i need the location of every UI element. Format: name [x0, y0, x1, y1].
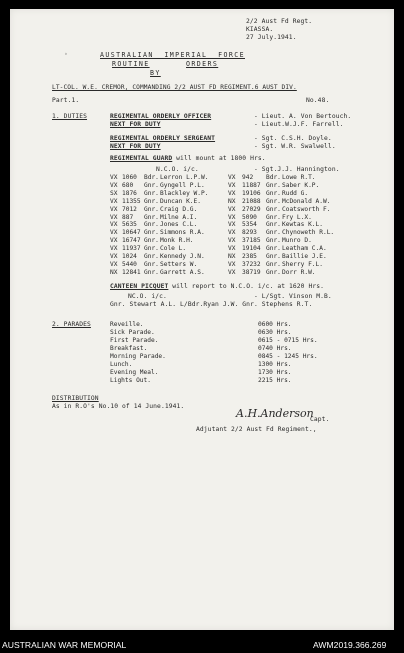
picquet-label: CANTEEN PICQUET [110, 283, 169, 290]
guard-roster-row [10, 206, 394, 214]
roster-l-rank: Gnr. [144, 181, 159, 189]
parade-row [10, 361, 394, 369]
guard-rest: will mount at 1800 Hrs. [172, 155, 266, 162]
footer-institution: AUSTRALIAN WAR MEMORIAL [2, 640, 127, 650]
guard-roster-row [10, 245, 394, 253]
title-aif: AUSTRALIAN IMPERIAL FORCE [100, 51, 245, 59]
roster-l-name: Blackley W.P. [160, 189, 209, 197]
orderly-sergeant-value: - Sgt. C.S.H. Doyle. [254, 135, 332, 142]
roster-r-name: Saber K.P. [282, 181, 320, 189]
roster-l-rank: Gnr. [144, 205, 159, 213]
guard-roster-row [10, 261, 394, 269]
roster-r-rank: Gnr. [266, 221, 281, 229]
parade-name: Reveille. [110, 321, 144, 328]
roster-l-no: 5440 [122, 260, 137, 268]
roster-r-rank: Gnr. [266, 237, 281, 245]
duties-heading: 1. DUTIES [52, 113, 88, 120]
roster-r-name: Rudd G. [282, 189, 309, 197]
roster-l-rank: Gnr. [144, 268, 159, 276]
parade-row [10, 337, 394, 345]
roster-l-state: VX [110, 174, 118, 181]
guard-nco-value: - Sgt.J.J. Hannington. [254, 166, 340, 173]
parade-time: 0740 Hrs. [258, 345, 292, 352]
parade-row [10, 353, 394, 361]
picquet-line [110, 283, 324, 290]
guard-label: REGIMENTAL GUARD [110, 155, 173, 162]
picquet-nco-value: - L/Sgt. Vinson M.B. [254, 293, 332, 300]
roster-l-state: VX [110, 253, 118, 260]
roster-r-no: 38719 [242, 268, 261, 276]
orderly-sergeant-label: REGIMENTAL ORDERLY SERGEANT [110, 135, 216, 142]
distribution-heading: DISTRIBUTION [52, 395, 99, 402]
roster-l-state: VX [110, 197, 118, 205]
roster-l-rank: Bdr. [144, 174, 159, 181]
roster-l-no: 11937 [122, 245, 141, 253]
parade-row [10, 369, 394, 377]
roster-r-name: Fry L.X. [282, 213, 312, 221]
roster-r-name: Kewtas K.L. [282, 221, 323, 229]
roster-r-no: 27029 [242, 205, 261, 213]
roster-l-state: VX [110, 237, 118, 245]
roster-r-no: 21088 [242, 197, 261, 205]
roster-r-no: 5354 [242, 221, 257, 229]
roster-l-state: VX [110, 205, 118, 213]
parade-time: 0630 Hrs. [258, 329, 292, 336]
parade-name: Sick Parade. [110, 329, 155, 336]
guard-nco-label: N.C.O. i/c. [156, 166, 199, 173]
roster-l-no: 5635 [122, 221, 137, 229]
distribution-text: As in R.O's No.10 of 14 June.1941. [52, 403, 185, 410]
roster-r-name: Coatsworth F. [282, 205, 331, 213]
parade-name: Morning Parade. [110, 353, 166, 360]
roster-l-no: 10647 [122, 229, 141, 237]
roster-r-name: Sherry F.L. [282, 260, 323, 268]
roster-r-name: Lowe R.T. [282, 174, 316, 181]
parade-row [10, 345, 394, 353]
roster-l-rank: Gnr. [144, 213, 159, 221]
roster-r-no: 2385 [242, 253, 257, 260]
roster-r-no: 19104 [242, 245, 261, 253]
roster-r-state: VX [228, 268, 236, 276]
roster-l-name: Cole L. [160, 245, 187, 253]
parade-name: Lunch. [110, 361, 133, 368]
roster-r-no: 37232 [242, 260, 261, 268]
orderly-officer-value: - Lieut. A. Von Bertouch. [254, 113, 352, 120]
roster-l-state: VX [110, 181, 118, 189]
parade-name: Lights Out. [110, 377, 151, 384]
roster-r-name: McDonald A.W. [282, 197, 331, 205]
roster-r-state: VX [228, 245, 236, 253]
roster-l-state: SX [110, 189, 118, 197]
roster-r-no: 8293 [242, 229, 257, 237]
roster-l-rank: Gnr. [144, 229, 159, 237]
roster-l-no: 7012 [122, 205, 137, 213]
parade-row [10, 377, 394, 385]
roster-l-name: Gyngell P.L. [160, 181, 205, 189]
footer-accession-number: AWM2019.366.269 [313, 640, 387, 650]
roster-l-no: 12841 [122, 268, 141, 276]
roster-l-state: VX [110, 245, 118, 253]
roster-r-state: VX [228, 205, 236, 213]
roster-l-name: Setters W. [160, 260, 198, 268]
roster-r-no: 19106 [242, 189, 261, 197]
parade-name: Breakfast. [110, 345, 148, 352]
orders-number: No.48. [306, 97, 330, 104]
archive-footer [0, 636, 404, 653]
parade-time: 0845 - 1245 Hrs. [258, 353, 318, 360]
roster-r-rank: Gnr. [266, 197, 281, 205]
guard-roster-row [10, 253, 394, 261]
roster-l-name: Lerron L.P.W. [160, 174, 209, 181]
parade-time: 2215 Hrs. [258, 377, 292, 384]
regiment-line: 2/2 Aust Fd Regt. [246, 18, 313, 25]
roster-l-name: Craig D.G. [160, 205, 198, 213]
parade-name: Evening Meal. [110, 369, 159, 376]
roster-r-name: Leatham C.A. [282, 245, 327, 253]
roster-r-name: Dorr R.W. [282, 268, 316, 276]
roster-l-rank: Gnr. [144, 189, 159, 197]
roster-r-rank: Gnr. [266, 260, 281, 268]
title-routine: ROUTINE [112, 60, 150, 68]
roster-l-state: VX [110, 229, 118, 237]
roster-r-rank: Bdr. [266, 174, 281, 181]
roster-l-name: Simmons R.A. [160, 229, 205, 237]
commander-line: LT-COL. W.E. CREMOR, COMMANDING 2/2 AUST FD REGIMENT.6 AUST DIV. [52, 84, 297, 91]
roster-r-state: VX [228, 213, 236, 221]
guard-line [110, 155, 266, 162]
parade-name: First Parade. [110, 337, 159, 344]
roster-r-rank: Gnr. [266, 205, 281, 213]
roster-r-no: 5090 [242, 213, 257, 221]
guard-roster-row [10, 214, 394, 222]
roster-l-no: 1876 [122, 189, 137, 197]
parades-heading: 2. PARADES [52, 321, 91, 328]
roster-l-name: Milne A.I. [160, 213, 198, 221]
roster-l-name: Garrett A.S. [160, 268, 205, 276]
roster-r-state: NX [228, 197, 236, 205]
roster-r-name: Chynoweth R.L. [282, 229, 335, 237]
roster-l-rank: Gnr. [144, 260, 159, 268]
roster-l-no: 887 [122, 213, 134, 221]
roster-r-rank: Gnr. [266, 213, 281, 221]
part-number: Part.1. [52, 97, 80, 104]
roster-r-no: 11887 [242, 181, 261, 189]
roster-l-rank: Gnr. [144, 197, 159, 205]
roster-l-rank: Gnr. [144, 253, 159, 260]
roster-l-rank: Gnr. [144, 237, 159, 245]
next-for-duty-value-1: - Lieut.W.J.F. Farrell. [254, 121, 344, 128]
parade-time: 1730 Hrs. [258, 369, 292, 376]
guard-roster-row [10, 221, 394, 229]
roster-l-name: Monk R.H. [160, 237, 194, 245]
guard-roster-row [10, 182, 394, 190]
title-by: BY [150, 69, 161, 77]
roster-r-state: VX [228, 181, 236, 189]
orderly-officer-label: REGIMENTAL ORDERLY OFFICER [110, 113, 212, 120]
guard-roster-row [10, 229, 394, 237]
roster-r-rank: Gnr. [266, 245, 281, 253]
place-line: KIASSA. [246, 26, 274, 33]
guard-roster-row [10, 190, 394, 198]
roster-l-name: Jones C.L. [160, 221, 198, 229]
roster-r-state: VX [228, 237, 236, 245]
roster-l-name: Kennedy J.N. [160, 253, 205, 260]
roster-l-no: 16747 [122, 237, 141, 245]
roster-r-name: Munro D. [282, 237, 312, 245]
next-for-duty-label-1: NEXT FOR DUTY [110, 121, 161, 128]
roster-r-state: VX [228, 189, 236, 197]
roster-r-rank: Gnr. [266, 229, 281, 237]
roster-l-no: 11355 [122, 197, 141, 205]
roster-l-state: NX [110, 268, 118, 276]
guard-roster-row [10, 269, 394, 277]
roster-r-state: VX [228, 229, 236, 237]
guard-roster-row [10, 198, 394, 206]
roster-r-rank: Gnr. [266, 181, 281, 189]
roster-r-no: 37185 [242, 237, 261, 245]
roster-l-no: 1060 [122, 174, 137, 181]
handwritten-signature: A.H.Anderson [236, 407, 314, 420]
roster-r-state: NX [228, 253, 236, 260]
picquet-members: Gnr. Stewart A.L. L/Bdr.Ryan J.W. Gnr. Stephens R.T. [110, 301, 313, 308]
signature-title: Adjutant 2/2 Aust Fd Regiment., [196, 426, 317, 433]
picquet-rest: will report to N.C.O. i/c. at 1620 Hrs. [168, 283, 325, 290]
parade-row [10, 329, 394, 337]
picquet-nco-label: NC.O. i/c. [128, 293, 167, 300]
next-for-duty-value-2: - Sgt. W.R. Swalwell. [254, 143, 336, 150]
roster-r-state: VX [228, 260, 236, 268]
roster-r-state: VX [228, 174, 236, 181]
roster-r-state: VX [228, 221, 236, 229]
roster-l-name: Duncan K.E. [160, 197, 201, 205]
next-for-duty-label-2: NEXT FOR DUTY [110, 143, 161, 150]
roster-l-state: VX [110, 221, 118, 229]
guard-roster-row [10, 174, 394, 182]
roster-l-no: 1024 [122, 253, 137, 260]
roster-r-rank: Gnr. [266, 253, 281, 260]
roster-l-state: VX [110, 213, 118, 221]
parade-row [10, 321, 394, 329]
roster-r-no: 942 [242, 174, 254, 181]
roster-l-state: VX [110, 260, 118, 268]
parade-time: 0615 - 0715 Hrs. [258, 337, 318, 344]
roster-l-rank: Gnr. [144, 245, 159, 253]
date-line: 27 July.1941. [246, 34, 297, 41]
title-orders: ORDERS [186, 60, 219, 68]
parade-time: 0600 Hrs. [258, 321, 292, 328]
roster-l-no: 680 [122, 181, 134, 189]
document-page [10, 9, 394, 630]
hole-punch-mark: ◦ [64, 51, 68, 58]
parade-time: 1300 Hrs. [258, 361, 292, 368]
roster-l-rank: Gnr. [144, 221, 159, 229]
signature-rank: Capt. [310, 416, 330, 423]
roster-r-rank: Gnr. [266, 189, 281, 197]
roster-r-name: Baillie J.E. [282, 253, 327, 260]
roster-r-rank: Gnr. [266, 268, 281, 276]
guard-roster-row [10, 237, 394, 245]
